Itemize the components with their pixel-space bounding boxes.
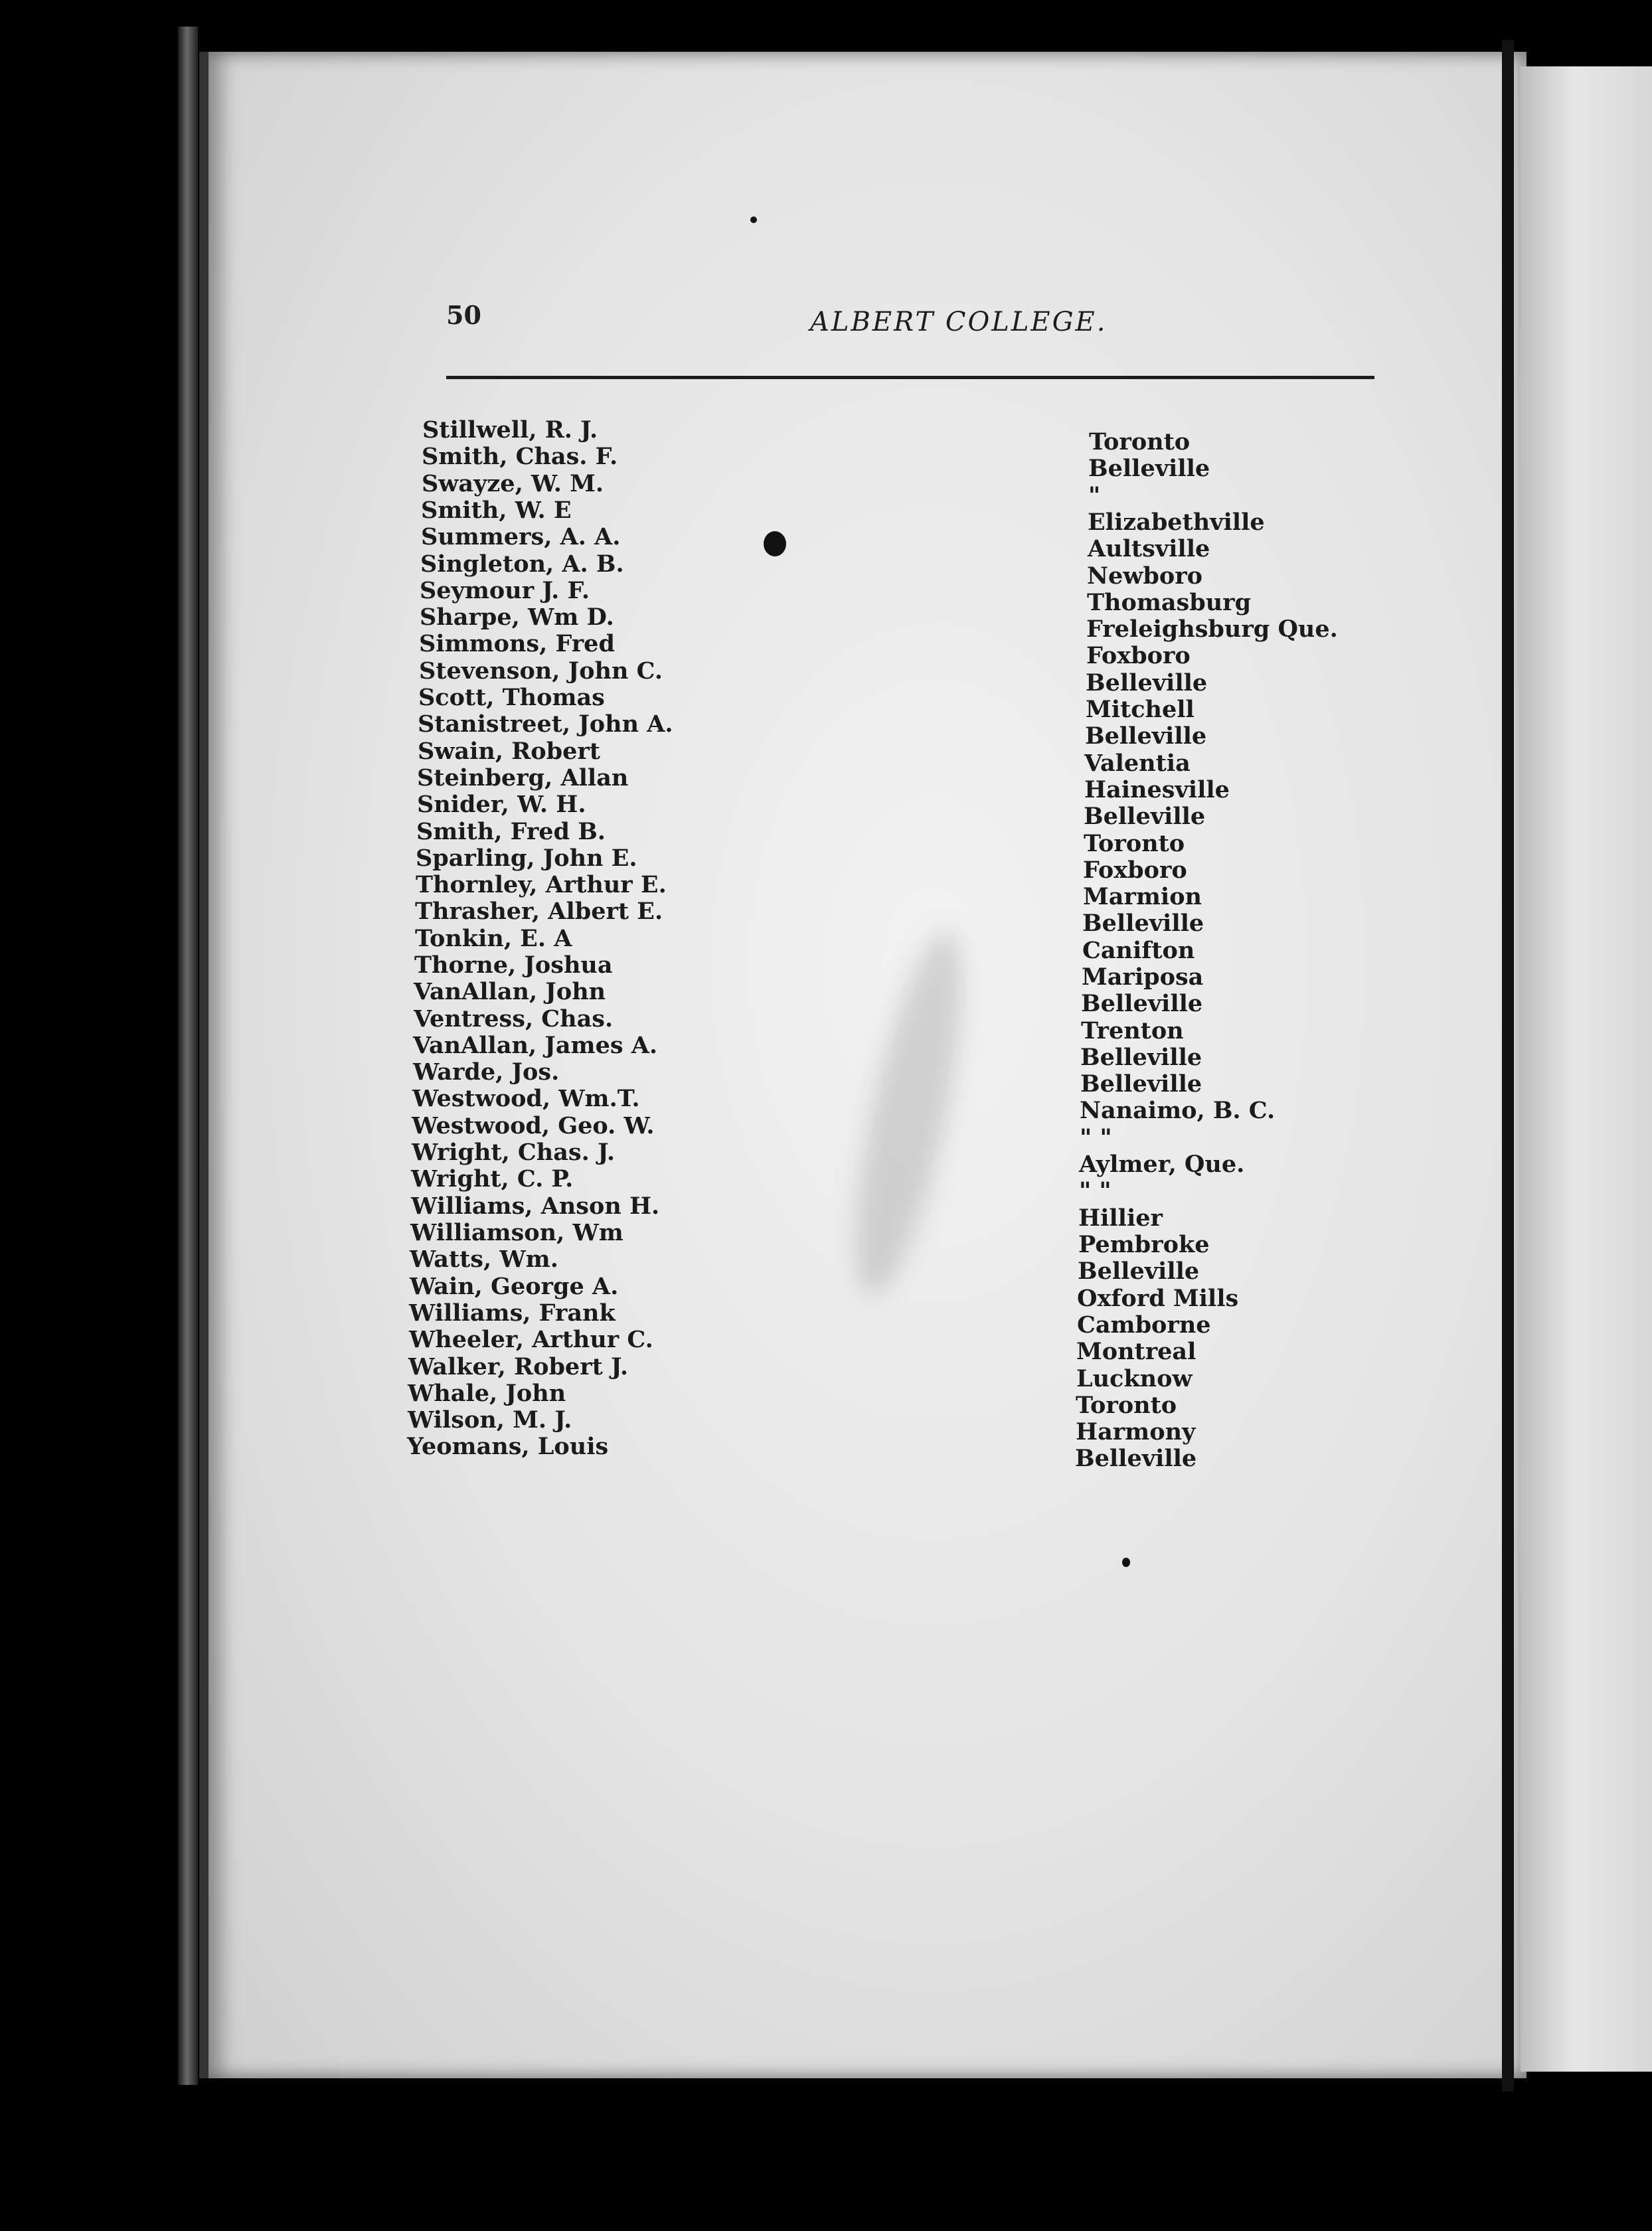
student-name: Stillwell, R. J. bbox=[422, 416, 598, 444]
student-name: Walker, Robert J. bbox=[408, 1353, 629, 1380]
student-place: Toronto bbox=[1076, 1392, 1177, 1419]
header-rule bbox=[446, 376, 1374, 379]
student-name: Sharpe, Wm D. bbox=[420, 604, 614, 631]
student-name: Seymour J. F. bbox=[420, 577, 590, 604]
ink-blot bbox=[764, 531, 786, 556]
ink-speck bbox=[750, 216, 757, 223]
book-page bbox=[199, 52, 1527, 2078]
student-place: Aultsville bbox=[1088, 535, 1210, 562]
student-place: Hillier bbox=[1078, 1204, 1163, 1232]
student-name: Swain, Robert bbox=[418, 738, 600, 765]
student-place: Marmion bbox=[1083, 883, 1202, 910]
ink-speck bbox=[1122, 1558, 1130, 1567]
student-place: Oxford Mills bbox=[1077, 1285, 1239, 1312]
student-place: Belleville bbox=[1080, 1070, 1202, 1098]
student-name: Stevenson, John C. bbox=[419, 657, 663, 685]
student-place: Foxboro bbox=[1086, 642, 1191, 669]
student-place: Belleville bbox=[1075, 1445, 1197, 1472]
student-name: Thorne, Joshua bbox=[414, 951, 613, 979]
running-head: ALBERT COLLEGE. bbox=[810, 307, 1108, 337]
student-place: Belleville bbox=[1078, 1258, 1200, 1285]
student-name: Williamson, Wm bbox=[410, 1219, 623, 1246]
student-name: Smith, Fred B. bbox=[416, 818, 606, 845]
student-place: Harmony bbox=[1076, 1418, 1196, 1446]
student-name: Wain, George A. bbox=[410, 1273, 619, 1300]
student-name: Watts, Wm. bbox=[410, 1246, 558, 1273]
student-name: Scott, Thomas bbox=[418, 684, 605, 711]
page-smudge bbox=[835, 925, 983, 1304]
student-name: Westwood, Wm.T. bbox=[412, 1085, 640, 1112]
student-name: Steinberg, Allan bbox=[417, 764, 629, 791]
student-place: Nanaimo, B. C. bbox=[1080, 1097, 1276, 1124]
student-place: Toronto bbox=[1089, 428, 1191, 455]
student-place: Montreal bbox=[1076, 1338, 1197, 1365]
student-name: Summers, A. A. bbox=[421, 523, 621, 550]
student-name: Ventress, Chas. bbox=[414, 1005, 614, 1033]
student-name: VanAllan, James A. bbox=[413, 1032, 658, 1059]
student-name: Thornley, Arthur E. bbox=[416, 871, 667, 898]
student-place: Valentia bbox=[1084, 750, 1191, 777]
student-place: Belleville bbox=[1086, 669, 1208, 697]
student-name: Smith, Chas. F. bbox=[422, 443, 618, 470]
student-name: Singleton, A. B. bbox=[420, 550, 624, 578]
student-place: Foxboro bbox=[1083, 857, 1187, 884]
student-name: Snider, W. H. bbox=[417, 791, 586, 818]
student-place: Newboro bbox=[1087, 562, 1202, 590]
student-name: Williams, Frank bbox=[409, 1299, 616, 1327]
student-place: Lucknow bbox=[1076, 1365, 1193, 1392]
student-place: Belleville bbox=[1088, 455, 1210, 482]
student-name: Thrasher, Albert E. bbox=[415, 898, 663, 925]
student-name: Wilson, M. J. bbox=[408, 1406, 572, 1434]
student-name: Warde, Jos. bbox=[413, 1058, 560, 1086]
student-name: Williams, Anson H. bbox=[411, 1193, 660, 1220]
student-place: " " bbox=[1079, 1177, 1112, 1204]
student-place: Belleville bbox=[1080, 1044, 1202, 1071]
student-place: Belleville bbox=[1082, 910, 1204, 937]
student-name: VanAllan, John bbox=[414, 978, 606, 1005]
student-place: " bbox=[1088, 482, 1101, 509]
student-name: Wright, Chas. J. bbox=[412, 1139, 616, 1166]
student-name: Tonkin, E. A bbox=[415, 925, 572, 952]
student-place: Thomasburg bbox=[1087, 589, 1252, 616]
student-place: Trenton bbox=[1081, 1017, 1184, 1044]
book-edge bbox=[178, 27, 198, 2085]
book-gutter bbox=[1502, 40, 1514, 2092]
student-place: Toronto bbox=[1084, 830, 1185, 857]
student-place: Belleville bbox=[1081, 990, 1203, 1017]
student-place: Mitchell bbox=[1086, 696, 1195, 723]
student-place: " " bbox=[1080, 1124, 1112, 1151]
student-place: Hainesville bbox=[1084, 776, 1230, 803]
student-name: Sparling, John E. bbox=[416, 845, 637, 872]
student-name: Smith, W. E bbox=[421, 497, 572, 524]
student-place: Mariposa bbox=[1082, 963, 1204, 991]
student-place: Belleville bbox=[1084, 803, 1206, 830]
student-place: Belleville bbox=[1085, 722, 1207, 750]
student-name: Simmons, Fred bbox=[419, 630, 615, 657]
adjacent-page bbox=[1521, 66, 1652, 2072]
student-place: Pembroke bbox=[1078, 1231, 1210, 1258]
student-name: Stanistreet, John A. bbox=[418, 710, 673, 738]
student-place: Camborne bbox=[1077, 1311, 1211, 1339]
student-place: Aylmer, Que. bbox=[1079, 1151, 1245, 1178]
page-number: 50 bbox=[446, 300, 481, 330]
student-name: Westwood, Geo. W. bbox=[412, 1112, 655, 1139]
student-name: Whale, John bbox=[408, 1380, 566, 1407]
student-name: Wheeler, Arthur C. bbox=[409, 1326, 653, 1353]
student-name: Yeomans, Louis bbox=[407, 1433, 609, 1460]
student-place: Elizabethville bbox=[1088, 509, 1265, 536]
student-place: Freleighsburg Que. bbox=[1086, 616, 1338, 643]
student-place: Canifton bbox=[1082, 937, 1195, 964]
student-name: Wright, C. P. bbox=[411, 1165, 574, 1193]
student-name: Swayze, W. M. bbox=[422, 470, 604, 497]
